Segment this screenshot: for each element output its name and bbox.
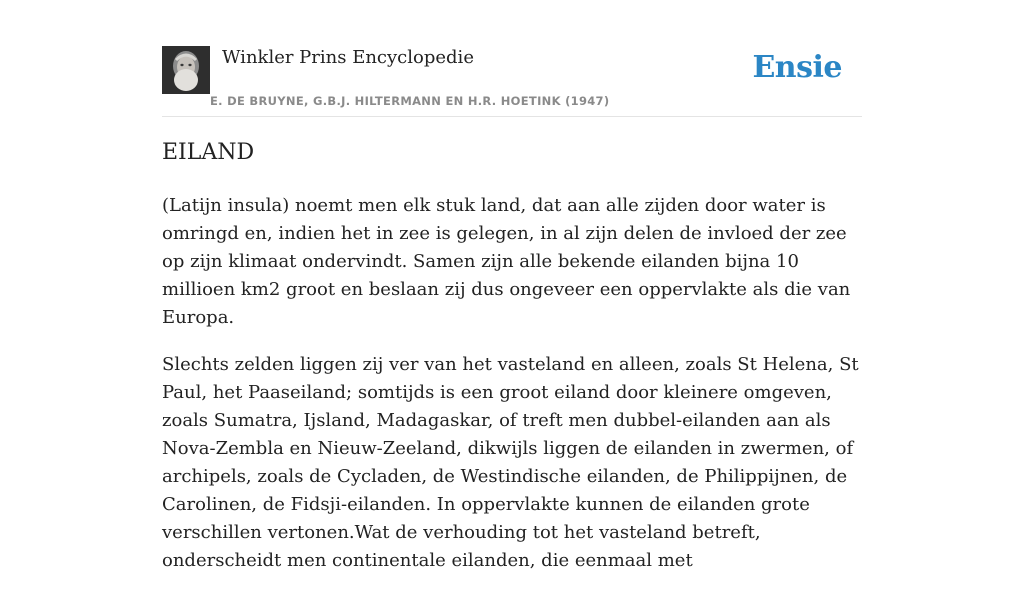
article-paragraph: (Latijn insula) noemt men elk stuk land, dat aan alle zijden door water is omringd en, indien het in zee is gelegen, in al zijn delen de invloed der zee op zijn klimaat ondervindt. Samen zijn alle bekende eilanden bijna 10 millioen km2 groot en beslaan zij dus ongeveer een oppervlakte als die van Europa. xyxy=(162,195,851,328)
site-title-link[interactable]: Winkler Prins Encyclopedie xyxy=(222,47,474,68)
header xyxy=(162,46,862,117)
authors-byline: E. DE BRUYNE, G.B.J. HILTERMANN EN H.R. HOETINK (1947) xyxy=(210,94,610,108)
article-body xyxy=(162,192,862,594)
article-paragraph: Slechts zelden liggen zij ver van het vasteland en alleen, zoals St Helena, St Paul, het Paaseiland; somtijds is een groot eiland door kleinere omgeven, zoals Sumatra, Ijsland, Madagaskar, of treft men dubbel-eilanden aan als Nova-Zembla en Nieuw-Zeeland, dikwijls liggen de eilanden in zwermen, of archipels, zoals de Cycladen, de Westindische eilanden, de Philippijnen, de Carolinen, de Fidsji-eilanden. In oppervlakte kunnen de eilanden grote verschillen vertonen.Wat de verhouding tot het vasteland betreft, onderscheidt men continentale eilanden, die eenmaal met xyxy=(162,354,859,571)
author-portrait-icon xyxy=(162,46,210,94)
article-title: EILAND xyxy=(162,140,255,165)
author-avatar xyxy=(162,46,210,94)
ensie-logo-link[interactable]: Ensie xyxy=(752,50,842,85)
